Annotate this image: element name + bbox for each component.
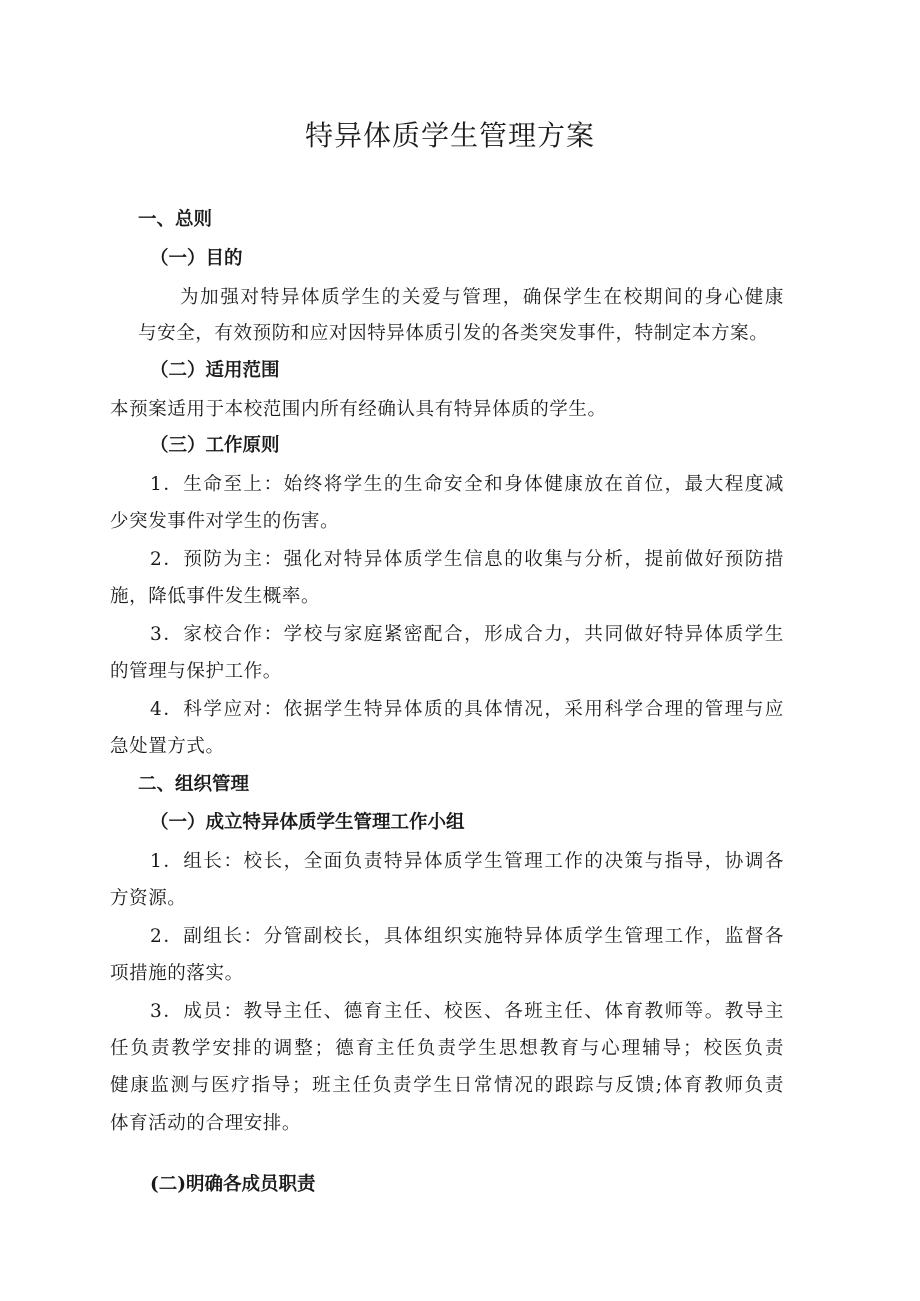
list-item-line: 1．生命至上：始终将学生的生命安全和身体健康放在首位，最大程度减	[150, 474, 784, 495]
list-item-line: 1．组长：校长，全面负责特异体质学生管理工作的决策与指导，协调各	[150, 851, 784, 872]
subsection-heading-principles: （三）工作原则	[150, 435, 280, 456]
subsection-heading-purpose: （一）目的	[150, 248, 243, 269]
subsection-heading-working-group: （一）成立特异体质学生管理工作小组	[150, 812, 465, 833]
list-item-line: 2．副组长：分管副校长，具体组织实施特异体质学生管理工作，监督各	[150, 926, 784, 947]
subsection-heading-member-duties: (二)明确各成员职责	[150, 1174, 316, 1195]
list-item-line: 3．家校合作：学校与家庭紧密配合，形成合力，共同做好特异体质学生	[150, 624, 784, 645]
list-item-line: 3．成员：教导主任、德育主任、校医、各班主任、体育教师等。教导主	[150, 1001, 784, 1022]
section-heading-organization: 二、组织管理	[138, 774, 250, 795]
subsection-heading-scope: （二）适用范围	[150, 360, 280, 381]
list-item-line: 2．预防为主：强化对特异体质学生信息的收集与分析，提前做好预防措	[150, 549, 784, 570]
list-item-line: 体育活动的合理安排。	[110, 1113, 302, 1134]
list-item-line: 任负责教学安排的调整；德育主任负责学生思想教育与心理辅导；校医负责	[110, 1038, 784, 1059]
list-item-line: 少突发事件对学生的伤害。	[110, 511, 340, 532]
paragraph-line: 本预案适用于本校范围内所有经确认具有特异体质的学生。	[110, 399, 607, 420]
list-item-line: 方资源。	[110, 888, 187, 909]
list-item-line: 的管理与保护工作。	[110, 661, 282, 682]
document-title: 特异体质学生管理方案	[304, 119, 595, 152]
paragraph-line: 与安全，有效预防和应对因特异体质引发的各类突发事件，特制定本方案。	[138, 323, 769, 344]
list-item-line: 健康监测与医疗指导；班主任负责学生日常情况的跟踪与反馈;体育教师负责	[110, 1075, 784, 1096]
list-item-line: 4．科学应对：依据学生特异体质的具体情况，采用科学合理的管理与应	[150, 699, 784, 720]
paragraph-line: 为加强对特异体质学生的关爱与管理，确保学生在校期间的身心健康	[180, 287, 784, 308]
list-item-line: 急处置方式。	[110, 736, 225, 757]
list-item-line: 项措施的落实。	[110, 963, 244, 984]
list-item-line: 施，降低事件发生概率。	[110, 586, 321, 607]
section-heading-general: 一、总则	[138, 209, 213, 230]
